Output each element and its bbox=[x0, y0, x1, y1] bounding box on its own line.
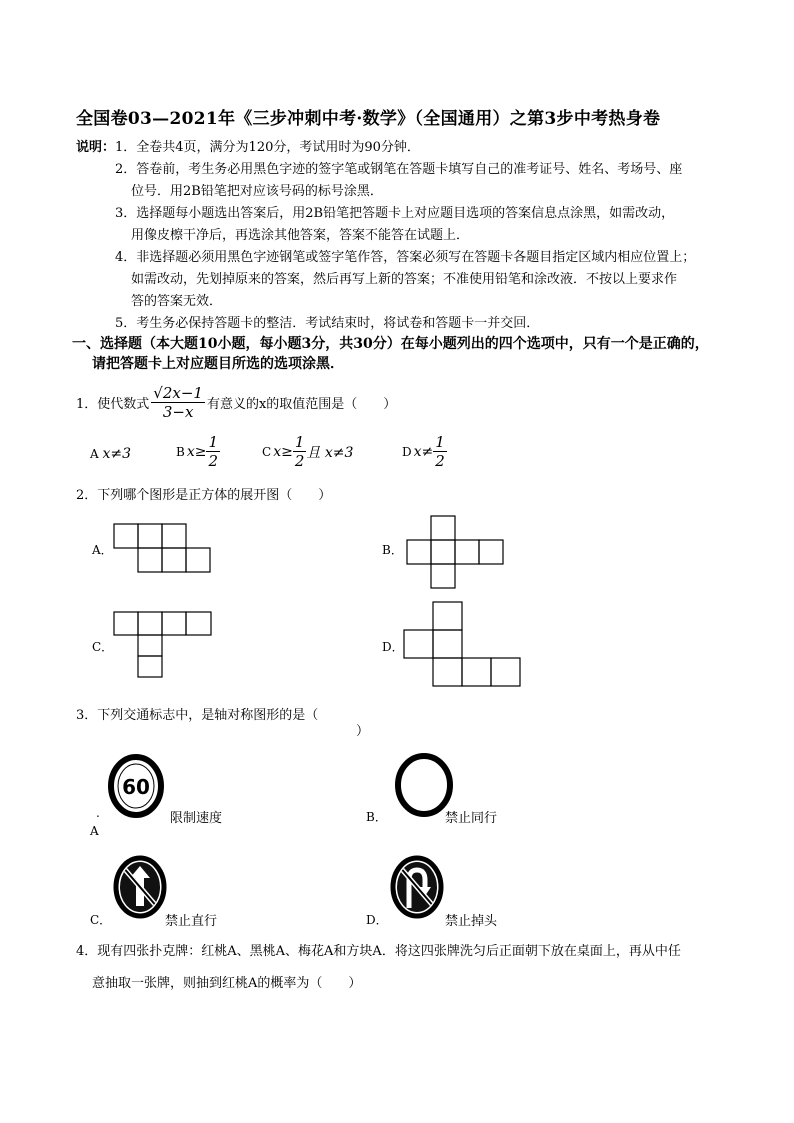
option-expr: x≠3 bbox=[102, 446, 132, 462]
cube-net-c bbox=[112, 610, 216, 680]
q1-option-c bbox=[262, 433, 353, 470]
q3-caption-b: 禁止同行 bbox=[445, 811, 498, 826]
cube-net-b bbox=[405, 514, 507, 590]
fraction-half bbox=[206, 433, 220, 470]
section-heading: 一、选择题（本大题10小题，每小题3分，共30分）在每小题列出的四个选项中，只有一个是正确的， bbox=[72, 336, 709, 352]
note-line: 答的答案无效． bbox=[131, 294, 223, 309]
frac-num: 1 bbox=[435, 433, 445, 451]
option-expr: x≠ bbox=[413, 443, 434, 460]
note-line: 如需改动，先划掉原来的答案，然后再写上新的答案；不准使用铅笔和涂改液．不按以上要求作 bbox=[131, 272, 678, 287]
q3-a-dot: . bbox=[96, 806, 100, 820]
option-expr-tail: 且 x≠3 bbox=[306, 444, 354, 461]
frac-num: 1 bbox=[208, 433, 219, 451]
q2-label-b: B． bbox=[382, 543, 403, 557]
option-letter: C bbox=[262, 444, 272, 459]
q3-caption-c: 禁止直行 bbox=[165, 914, 218, 929]
q3-caption-d: 禁止掉头 bbox=[445, 914, 498, 929]
question-3: 3．下列交通标志中，是轴对称图形的是（ bbox=[76, 708, 319, 723]
option-expr: x≥ bbox=[273, 443, 293, 460]
note-line: 4．非选择题必须用黑色字迹钢笔或签字笔作答，答案必须写在答题卡各题目指定区域内相应位置上； bbox=[115, 250, 696, 265]
q1-suffix: 有意义的x的取值范围是（ ） bbox=[206, 397, 397, 412]
question-2: 2．下列哪个图形是正方体的展开图（ ） bbox=[76, 488, 332, 503]
fraction-half bbox=[433, 433, 447, 470]
q1-fraction bbox=[151, 384, 205, 421]
option-letter: A bbox=[90, 447, 99, 461]
option-letter: B bbox=[176, 444, 185, 459]
note-line: 1．全卷共4页，满分为120分，考试用时为90分钟． bbox=[115, 140, 420, 155]
cube-net-d bbox=[402, 600, 524, 690]
q3-label-c: C． bbox=[90, 913, 112, 927]
frac-den: 2 bbox=[208, 452, 219, 470]
frac-den: 2 bbox=[294, 452, 305, 470]
q3-caption-a: 限制速度 bbox=[170, 811, 223, 826]
note-line: 3．选择题每小题选出答案后，用2B铅笔把答题卡上对应题目选项的答案信息点涂黑，如需改动， bbox=[115, 206, 675, 221]
question-1 bbox=[76, 384, 396, 421]
fraction-half bbox=[293, 433, 307, 470]
q1-denominator: 3−x bbox=[162, 403, 194, 421]
sign-60-text: 60 bbox=[122, 775, 150, 799]
option-letter: D bbox=[402, 444, 412, 459]
notes-label: 说明： bbox=[76, 140, 116, 155]
q2-label-d: D． bbox=[382, 640, 404, 654]
section-heading-cont: 请把答题卡上对应题目所选的选项涂黑． bbox=[92, 356, 344, 372]
option-expr: x≥ bbox=[186, 443, 207, 460]
page-title: 全国卷03—2021年《三步冲刺中考·数学》（全国通用）之第3步中考热身卷 bbox=[76, 109, 661, 129]
frac-num: 1 bbox=[294, 433, 305, 451]
q3-label-a: A bbox=[90, 824, 99, 838]
cube-net-a bbox=[112, 522, 214, 574]
note-line: 5．考生务必保持答题卡的整洁．考试结束时，将试卷和答题卡一并交回． bbox=[115, 316, 540, 331]
no-straight-sign-icon bbox=[112, 854, 168, 920]
q1-numerator: √2x−1 bbox=[153, 384, 203, 402]
q1-prefix: 1．使代数式 bbox=[76, 397, 150, 412]
q1-option-a bbox=[90, 446, 131, 462]
q1-option-d bbox=[402, 433, 447, 470]
no-u-turn-sign-icon bbox=[389, 854, 445, 920]
q2-label-a: A． bbox=[92, 543, 113, 557]
speed-limit-sign-icon bbox=[108, 754, 164, 818]
note-line: 位号．用2B铅笔把对应该号码的标号涂黑． bbox=[131, 184, 383, 199]
question-4-cont: 意抽取一张牌，则抽到红桃A的概率为（ ） bbox=[92, 976, 362, 991]
q1-option-b bbox=[176, 433, 220, 470]
note-line: 用像皮檫干净后，再选涂其他答案，答案不能答在试题上． bbox=[131, 228, 470, 243]
frac-den: 2 bbox=[435, 452, 445, 470]
q2-label-c: C． bbox=[92, 640, 114, 654]
note-line: 2．答卷前，考生务必用黑色字迹的签字笔或钢笔在答题卡填写自己的准考证号、姓名、考场号、座 bbox=[115, 162, 683, 177]
question-3-close: ） bbox=[356, 724, 370, 739]
question-4: 4．现有四张扑克牌：红桃A、黑桃A、梅花A和方块A．将这四张牌洗匀后正面朝下放在桌面上，再从中任 bbox=[76, 944, 681, 959]
q3-label-b: B． bbox=[366, 810, 387, 824]
q3-label-d: D． bbox=[366, 913, 388, 927]
